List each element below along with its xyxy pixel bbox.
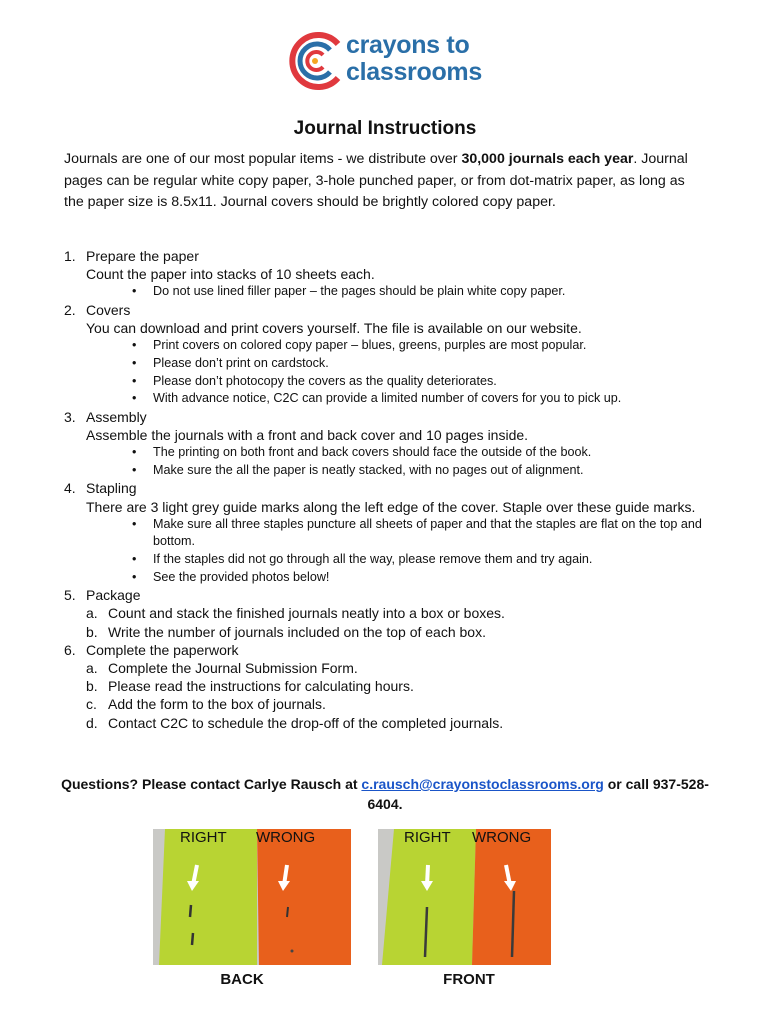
step-number: 5. bbox=[64, 587, 76, 604]
step-title: Covers bbox=[86, 302, 131, 318]
contact-prefix: Questions? Please contact Carlye Rausch at bbox=[61, 776, 362, 792]
lettered-item bbox=[86, 659, 714, 677]
item-letter: d. bbox=[86, 714, 98, 731]
photo-caption-back: BACK bbox=[220, 971, 264, 988]
contact-email-link[interactable]: c.rausch@crayonstoclassrooms.org bbox=[361, 776, 604, 792]
logo bbox=[286, 28, 482, 96]
step-title: Assembly bbox=[86, 408, 147, 425]
steps-list bbox=[64, 247, 714, 732]
item-text: Add the form to the box of journals. bbox=[108, 696, 326, 713]
step-description: There are 3 light grey guide marks along the left edge of the cover. Staple over these guide marks. bbox=[86, 498, 696, 515]
step-number: 1. bbox=[64, 248, 76, 264]
step-title: Stapling bbox=[86, 480, 137, 497]
step-number: 4. bbox=[64, 480, 76, 497]
photo-wrong-label: WRONG bbox=[256, 829, 316, 846]
step-3 bbox=[64, 408, 714, 480]
bullet-item: • Do not use lined filler paper – the pages should be plain white copy paper. bbox=[153, 283, 714, 301]
intro-bold: 30,000 journals each year bbox=[461, 151, 634, 167]
item-text: Complete the Journal Submission Form. bbox=[108, 659, 358, 676]
bullet-item: • Please don’t print on cardstock. bbox=[153, 355, 714, 373]
intro-part2: . Journal pages can be regular white copy paper, 3-hole punched paper, or from dot-matrix paper, as long as the paper size is 8.5x11. Journal covers should be brightly colored copy paper. bbox=[64, 151, 688, 210]
page-title: Journal Instructions bbox=[293, 118, 477, 139]
step-description: Count the paper into stacks of 10 sheets each. bbox=[86, 266, 375, 283]
photo-front bbox=[378, 829, 551, 965]
item-text: Contact C2C to schedule the drop-off of the completed journals. bbox=[108, 714, 504, 731]
bullet-list bbox=[86, 444, 714, 479]
lettered-item bbox=[86, 604, 714, 622]
photo-wrong-label: WRONG bbox=[472, 829, 532, 846]
photo-right-label: RIGHT bbox=[404, 829, 451, 846]
bullet-list bbox=[86, 283, 714, 301]
bullet-list bbox=[86, 516, 714, 586]
step-4 bbox=[64, 479, 714, 586]
step-number: 3. bbox=[64, 408, 76, 425]
step-5 bbox=[64, 586, 714, 641]
lettered-item bbox=[86, 677, 714, 695]
contact-suffix: or call 937-528-6404. bbox=[367, 776, 709, 812]
bullet-item: • Make sure the all the paper is neatly stacked, with no pages out of alignment. bbox=[153, 462, 714, 480]
step-description: Assemble the journals with a front and back cover and 10 pages inside. bbox=[86, 426, 529, 443]
photo-right-label: RIGHT bbox=[180, 829, 227, 846]
lettered-item bbox=[86, 714, 714, 732]
logo-line1: crayons to bbox=[346, 31, 470, 59]
lettered-item bbox=[86, 623, 714, 641]
bullet-item: • Please don’t photocopy the covers as the quality deteriorates. bbox=[153, 373, 714, 391]
bullet-item: • Make sure all three staples puncture all sheets of paper and that the staples are flat on the top and bottom. bbox=[153, 516, 714, 551]
stapled-journal-photo bbox=[153, 829, 351, 965]
stapled-journal-photo bbox=[378, 829, 551, 965]
logo-line2: classrooms bbox=[346, 58, 482, 86]
crayons-to-classrooms-logo-icon bbox=[286, 28, 344, 94]
photo-caption-front: FRONT bbox=[443, 971, 495, 988]
step-title: Package bbox=[86, 587, 141, 604]
item-letter: a. bbox=[86, 659, 98, 676]
bullet-item: • The printing on both front and back covers should face the outside of the book. bbox=[153, 444, 714, 462]
item-letter: b. bbox=[86, 678, 98, 695]
step-6 bbox=[64, 641, 714, 732]
item-letter: b. bbox=[86, 623, 98, 640]
intro-paragraph bbox=[64, 149, 704, 214]
item-text: Write the number of journals included on the top of each box. bbox=[108, 623, 486, 640]
item-letter: a. bbox=[86, 605, 98, 622]
step-1 bbox=[64, 247, 714, 301]
step-description: You can download and print covers yourself. The file is available on our website. bbox=[86, 320, 582, 337]
step-2 bbox=[64, 301, 714, 408]
bullet-item: • If the staples did not go through all the way, please remove them and try again. bbox=[153, 551, 714, 569]
intro-part1: Journals are one of our most popular items - we distribute over bbox=[64, 151, 462, 167]
bullet-item: • See the provided photos below! bbox=[153, 569, 714, 587]
step-title: Complete the paperwork bbox=[86, 641, 239, 658]
item-text: Count and stack the finished journals neatly into a box or boxes. bbox=[108, 605, 505, 622]
lettered-list bbox=[86, 659, 714, 732]
bullet-list bbox=[86, 337, 714, 407]
lettered-item bbox=[86, 695, 714, 713]
bullet-item: • Print covers on colored copy paper – blues, greens, purples are most popular. bbox=[153, 337, 714, 355]
item-letter: c. bbox=[86, 696, 97, 713]
step-title: Prepare the paper bbox=[86, 248, 199, 264]
item-text: Please read the instructions for calculating hours. bbox=[108, 678, 414, 695]
contact-info bbox=[60, 774, 710, 814]
step-number: 6. bbox=[64, 641, 76, 658]
photo-back bbox=[153, 829, 351, 965]
bullet-item: • With advance notice, C2C can provide a limited number of covers for you to pick up. bbox=[153, 390, 714, 408]
lettered-list bbox=[86, 604, 714, 640]
logo-text bbox=[346, 32, 482, 86]
step-number: 2. bbox=[64, 302, 76, 318]
